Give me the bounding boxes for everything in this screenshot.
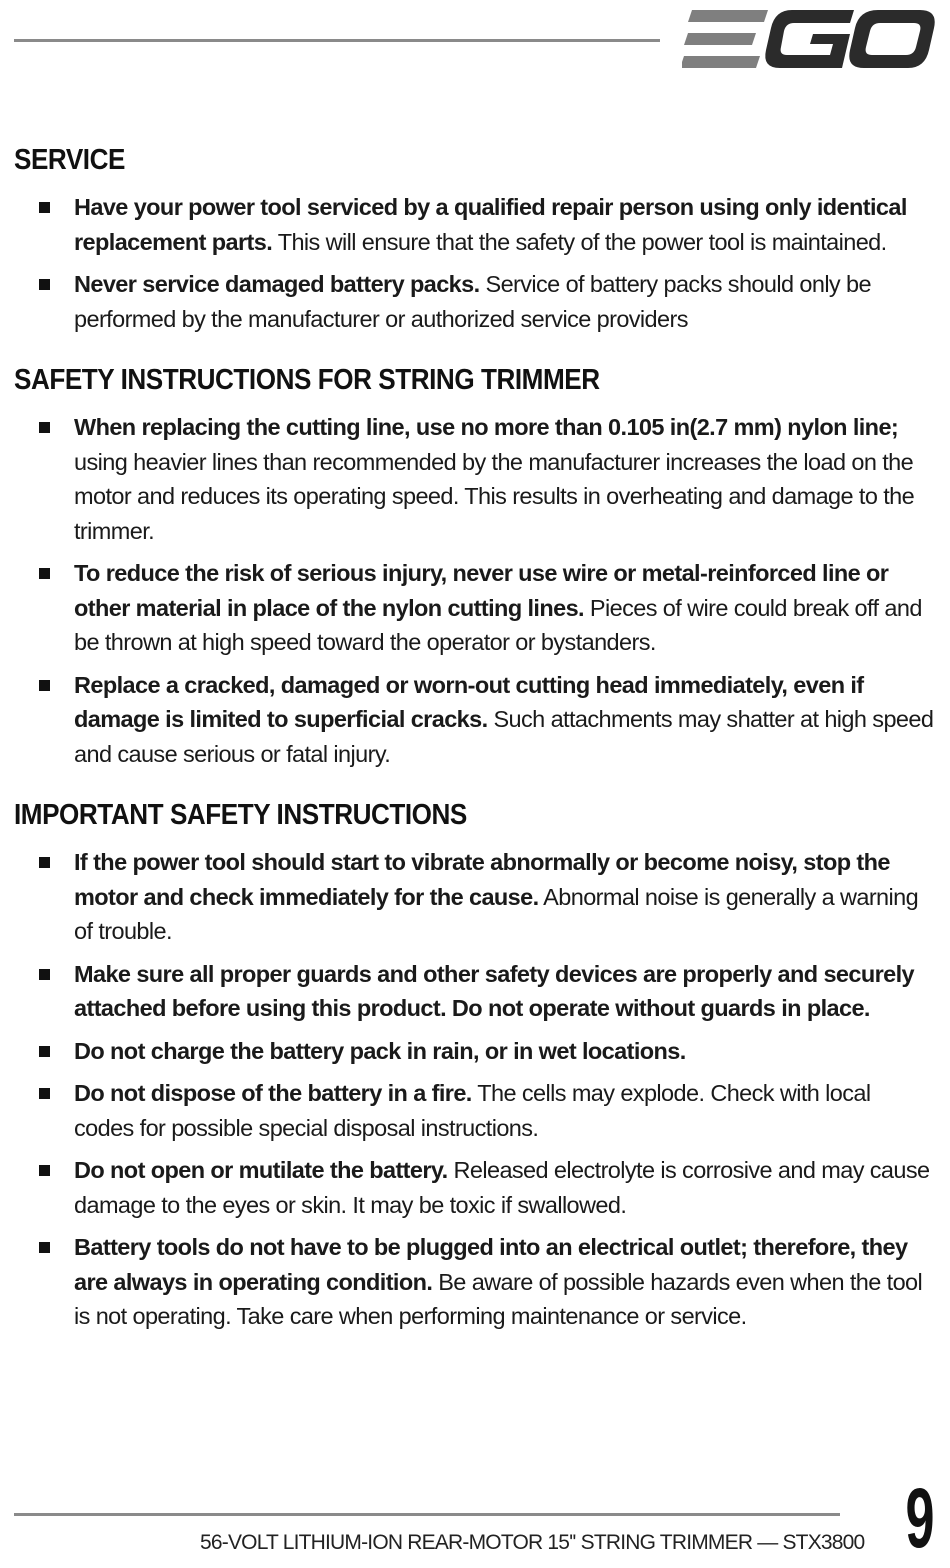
item-text: Such attachments may shatter at high speed and cause serious or fatal injury. bbox=[74, 706, 934, 767]
list-item bbox=[14, 1153, 936, 1222]
item-bold-text: Do not charge the battery pack in rain, or in wet locations. bbox=[74, 1037, 686, 1064]
string-trimmer-list bbox=[14, 410, 936, 771]
item-bold-text: Have your power tool serviced by a qualified repair person using only identical replacement parts. bbox=[74, 194, 907, 255]
item-text: Pieces of wire could break off and be thrown at high speed toward the operator or bystanders. bbox=[74, 594, 922, 655]
item-bold-text: Never service damaged battery packs. bbox=[74, 271, 480, 297]
bullet-square-icon bbox=[39, 1088, 50, 1099]
item-text: This will ensure that the safety of the power tool is maintained. bbox=[272, 228, 887, 255]
bullet-square-icon bbox=[39, 969, 50, 980]
list-item bbox=[14, 267, 936, 336]
list-item bbox=[14, 190, 936, 259]
item-bold-text: Battery tools do not have to be plugged into an electrical outlet; therefore, they are always in operating condition. bbox=[74, 1234, 908, 1295]
list-item bbox=[14, 556, 936, 660]
item-text: Abnormal noise is generally a warning of trouble. bbox=[74, 883, 919, 944]
list-item bbox=[14, 1230, 936, 1334]
bullet-square-icon bbox=[39, 1165, 50, 1176]
item-bold-text: To reduce the risk of serious injury, never use wire or metal-reinforced line or other material in place of the nylon cutting lines. bbox=[74, 560, 889, 621]
bullet-square-icon bbox=[39, 1046, 50, 1057]
page-number: 9 bbox=[905, 1471, 935, 1565]
item-bold-text: Replace a cracked, damaged or worn-out cutting head immediately, even if damage is limited to superficial cracks. bbox=[74, 671, 864, 732]
bullet-square-icon bbox=[39, 422, 50, 433]
bullet-square-icon bbox=[39, 680, 50, 691]
section-title-string-trimmer: SAFETY INSTRUCTIONS FOR STRING TRIMMER bbox=[14, 364, 600, 396]
bullet-square-icon bbox=[39, 568, 50, 579]
bullet-square-icon bbox=[39, 857, 50, 868]
item-bold-text: Do not dispose of the battery in a fire. bbox=[74, 1080, 472, 1106]
footer-rule bbox=[14, 1513, 840, 1516]
section-title-service: SERVICE bbox=[14, 144, 125, 176]
item-text: The cells may explode. Check with local codes for possible special disposal instructions. bbox=[74, 1080, 871, 1141]
header-rule bbox=[14, 39, 660, 42]
item-bold-text: When replacing the cutting line, use no more than 0.105 in(2.7 mm) nylon line; bbox=[74, 414, 899, 440]
item-text: Released electrolyte is corrosive and may cause damage to the eyes or skin. It may be toxic if swallowed. bbox=[74, 1157, 930, 1218]
list-item bbox=[14, 410, 936, 548]
list-item bbox=[14, 1034, 936, 1069]
list-item bbox=[14, 1076, 936, 1145]
item-bold-text: Do not open or mutilate the battery. bbox=[74, 1157, 448, 1183]
important-safety-list bbox=[14, 845, 936, 1334]
section-title-important-safety: IMPORTANT SAFETY INSTRUCTIONS bbox=[14, 799, 467, 831]
ego-logo bbox=[682, 10, 936, 68]
list-item bbox=[14, 957, 936, 1026]
bullet-square-icon bbox=[39, 1242, 50, 1253]
list-item bbox=[14, 845, 936, 949]
bullet-square-icon bbox=[39, 202, 50, 213]
item-text: Be aware of possible hazards even when the tool is not operating. Take care when performing maintenance or service. bbox=[74, 1268, 923, 1329]
document-body bbox=[14, 138, 936, 1356]
service-list bbox=[14, 190, 936, 336]
list-item bbox=[14, 668, 936, 772]
item-bold-text: If the power tool should start to vibrate abnormally or become noisy, stop the motor and check immediately for the cause. bbox=[74, 849, 890, 910]
item-bold-text: Make sure all proper guards and other safety devices are properly and securely attached before using this product. Do not operate without guards in place. bbox=[74, 960, 915, 1021]
item-text: using heavier lines than recommended by the manufacturer increases the load on the motor and reduces its operating speed. This results in overheating and damage to the trimmer. bbox=[74, 448, 915, 544]
bullet-square-icon bbox=[39, 279, 50, 290]
item-text: Service of battery packs should only be performed by the manufacturer or authorized service providers bbox=[74, 271, 871, 332]
footer-product-title: 56-VOLT LITHIUM-ION REAR-MOTOR 15'' STRING TRIMMER — STX3800 bbox=[200, 1531, 865, 1554]
